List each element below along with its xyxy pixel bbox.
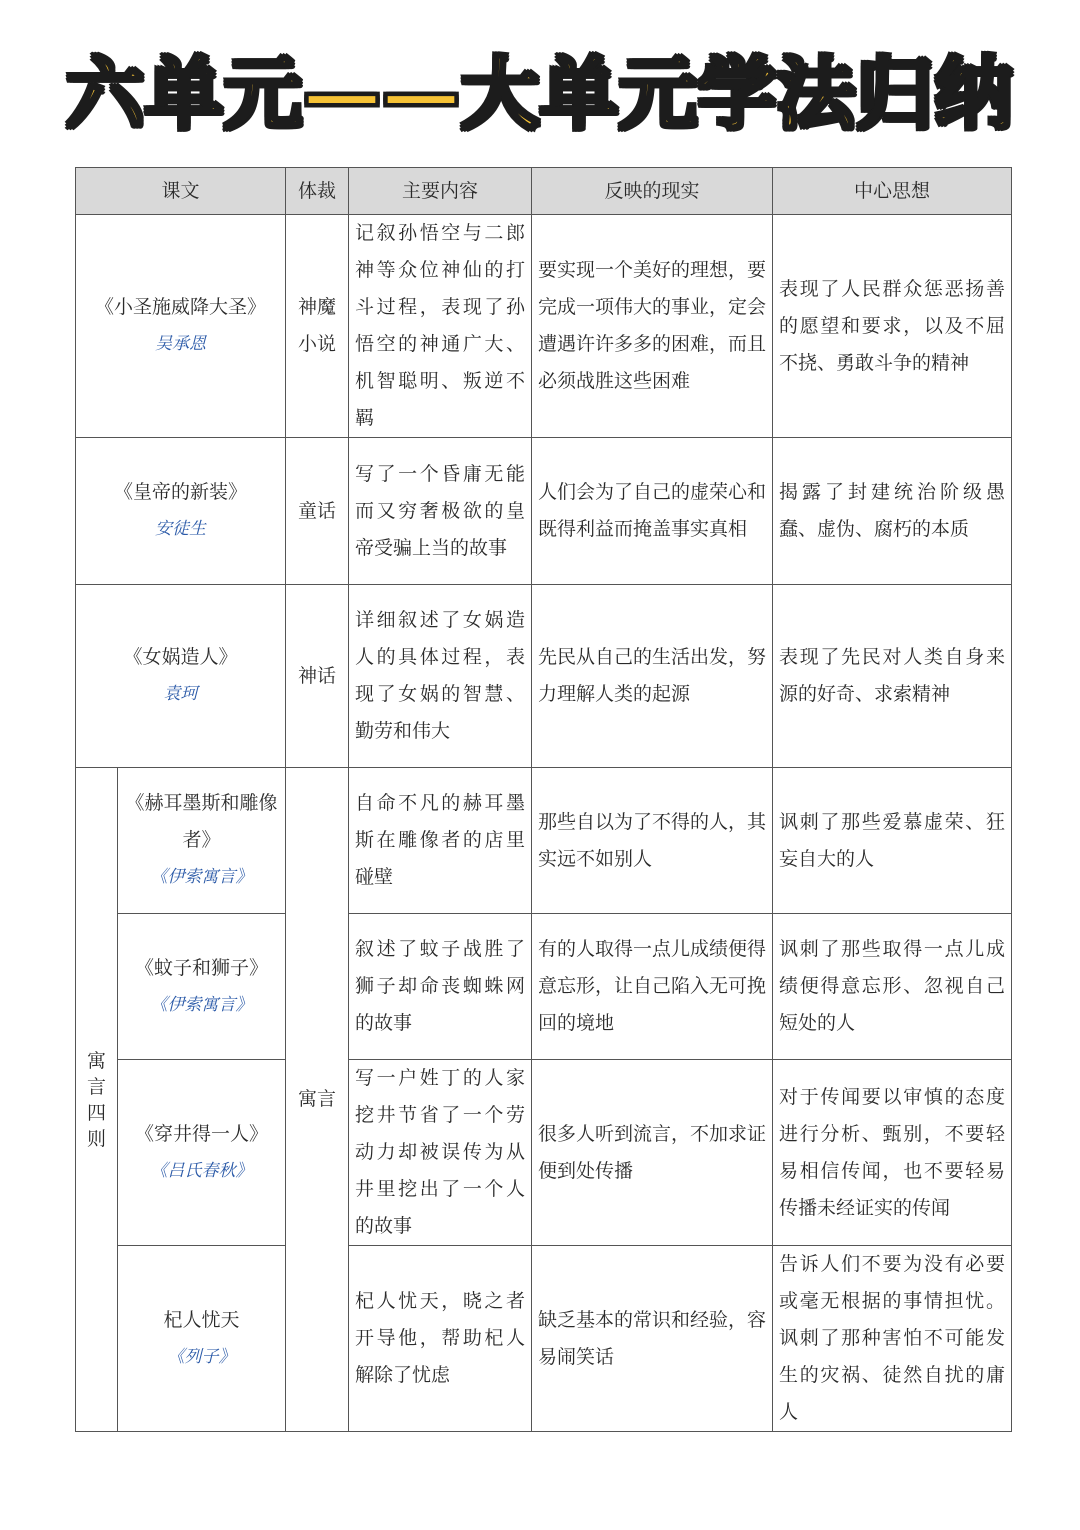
- reality-cell: 那些自以为了不得的人，其实远不如别人: [532, 768, 773, 914]
- lesson-author: 吴承恩: [155, 334, 206, 354]
- content-cell: 记叙孙悟空与二郎神等众位神仙的打斗过程，表现了孙悟空的神通广大、机智聪明、叛逆不羁: [349, 215, 532, 438]
- lesson-author: 安徒生: [155, 519, 206, 539]
- fable-cell: [118, 1246, 286, 1432]
- table-row: [76, 768, 1012, 914]
- lesson-author: 袁珂: [163, 684, 198, 704]
- table-row: [76, 1246, 1012, 1432]
- fable-title: 《穿井得一人》: [135, 1122, 269, 1145]
- theme-cell: 告诉人们不要为没有必要或毫无根据的事情担忧。讽刺了那种害怕不可能发生的灾祸、徒然自扰的庸人: [773, 1246, 1012, 1432]
- reality-cell: 很多人听到流言，不加求证便到处传播: [532, 1060, 773, 1246]
- fable-title: 杞人忧天: [163, 1308, 240, 1331]
- fable-title: 《蚊子和狮子》: [135, 956, 269, 979]
- fable-source: 《吕氏春秋》: [150, 1160, 253, 1181]
- fable-cell: [118, 768, 286, 914]
- genre-text: 童话: [286, 438, 349, 585]
- content-cell: 详细叙述了女娲造人的具体过程，表现了女娲的智慧、勤劳和伟大: [349, 585, 532, 768]
- fables-genre: 寓言: [286, 768, 349, 1432]
- fable-title: 《赫耳墨斯和雕像者》: [125, 792, 278, 851]
- reality-cell: 人们会为了自己的虚荣心和既得利益而掩盖事实真相: [532, 438, 773, 585]
- fable-cell: [118, 1060, 286, 1246]
- table-row: [76, 1060, 1012, 1246]
- header-theme: 中心思想: [773, 168, 1012, 215]
- genre-cell: [286, 215, 349, 438]
- header-row: [76, 168, 1012, 215]
- fables-group-label: 寓言四则: [86, 1049, 106, 1150]
- header-reality: 反映的现实: [532, 168, 773, 215]
- reality-cell: 要实现一个美好的理想，要完成一项伟大的事业，定会遭遇许许多多的困难，而且必须战胜这些困难: [532, 215, 773, 438]
- reality-cell: 先民从自己的生活出发，努力理解人类的起源: [532, 585, 773, 768]
- content-cell: 杞人忧天，晓之者开导他，帮助杞人解除了忧虑: [349, 1246, 532, 1432]
- reality-cell: 缺乏基本的常识和经验，容易闹笑话: [532, 1246, 773, 1432]
- theme-cell: 讽刺了那些爱慕虚荣、狂妄自大的人: [773, 768, 1012, 914]
- header-lesson: 课文: [76, 168, 286, 215]
- header-genre: 体裁: [286, 168, 349, 215]
- header-content: 主要内容: [349, 168, 532, 215]
- theme-cell: 表现了先民对人类自身来源的好奇、求索精神: [773, 585, 1012, 768]
- lesson-title: 《小圣施威降大圣》: [95, 296, 267, 318]
- content-cell: 自命不凡的赫耳墨斯在雕像者的店里碰壁: [349, 768, 532, 914]
- theme-cell: 讽刺了那些取得一点儿成绩便得意忘形、忽视自己短处的人: [773, 914, 1012, 1060]
- table-row: [76, 438, 1012, 585]
- genre-text: 神魔小说: [298, 296, 337, 355]
- reality-cell: 有的人取得一点儿成绩便得意忘形，让自己陷入无可挽回的境地: [532, 914, 773, 1060]
- lesson-cell: [76, 215, 286, 438]
- genre-text: 神话: [286, 585, 349, 768]
- lesson-cell: [76, 438, 286, 585]
- theme-cell: 揭露了封建统治阶级愚蠢、虚伪、腐朽的本质: [773, 438, 1012, 585]
- fable-source: 《列子》: [167, 1346, 236, 1367]
- table-row: [76, 914, 1012, 1060]
- fable-source: 《伊索寓言》: [150, 867, 253, 887]
- content-cell: 叙述了蚊子战胜了狮子却命丧蜘蛛网的故事: [349, 914, 532, 1060]
- theme-cell: 表现了人民群众惩恶扬善的愿望和要求，以及不屈不挠、勇敢斗争的精神: [773, 215, 1012, 438]
- summary-table: [75, 167, 1012, 1432]
- table-row: [76, 215, 1012, 438]
- theme-cell: 对于传闻要以审慎的态度进行分析、甄别，不要轻易相信传闻，也不要轻易传播未经证实的传闻: [773, 1060, 1012, 1246]
- fable-cell: [118, 914, 286, 1060]
- fable-source: 《伊索寓言》: [150, 994, 253, 1015]
- lesson-cell: [76, 585, 286, 768]
- page-title: 六单元——大单元学法归纳: [65, 50, 1014, 140]
- table-row: [76, 585, 1012, 768]
- lesson-title: 《女娲造人》: [123, 646, 238, 668]
- content-cell: 写了一个昏庸无能而又穷奢极欲的皇帝受骗上当的故事: [349, 438, 532, 585]
- content-cell: 写一户姓丁的人家挖井节省了一个劳动力却被误传为从井里挖出了一个人的故事: [349, 1060, 532, 1246]
- fables-group-cell: [76, 768, 118, 1432]
- lesson-title: 《皇帝的新装》: [114, 481, 248, 503]
